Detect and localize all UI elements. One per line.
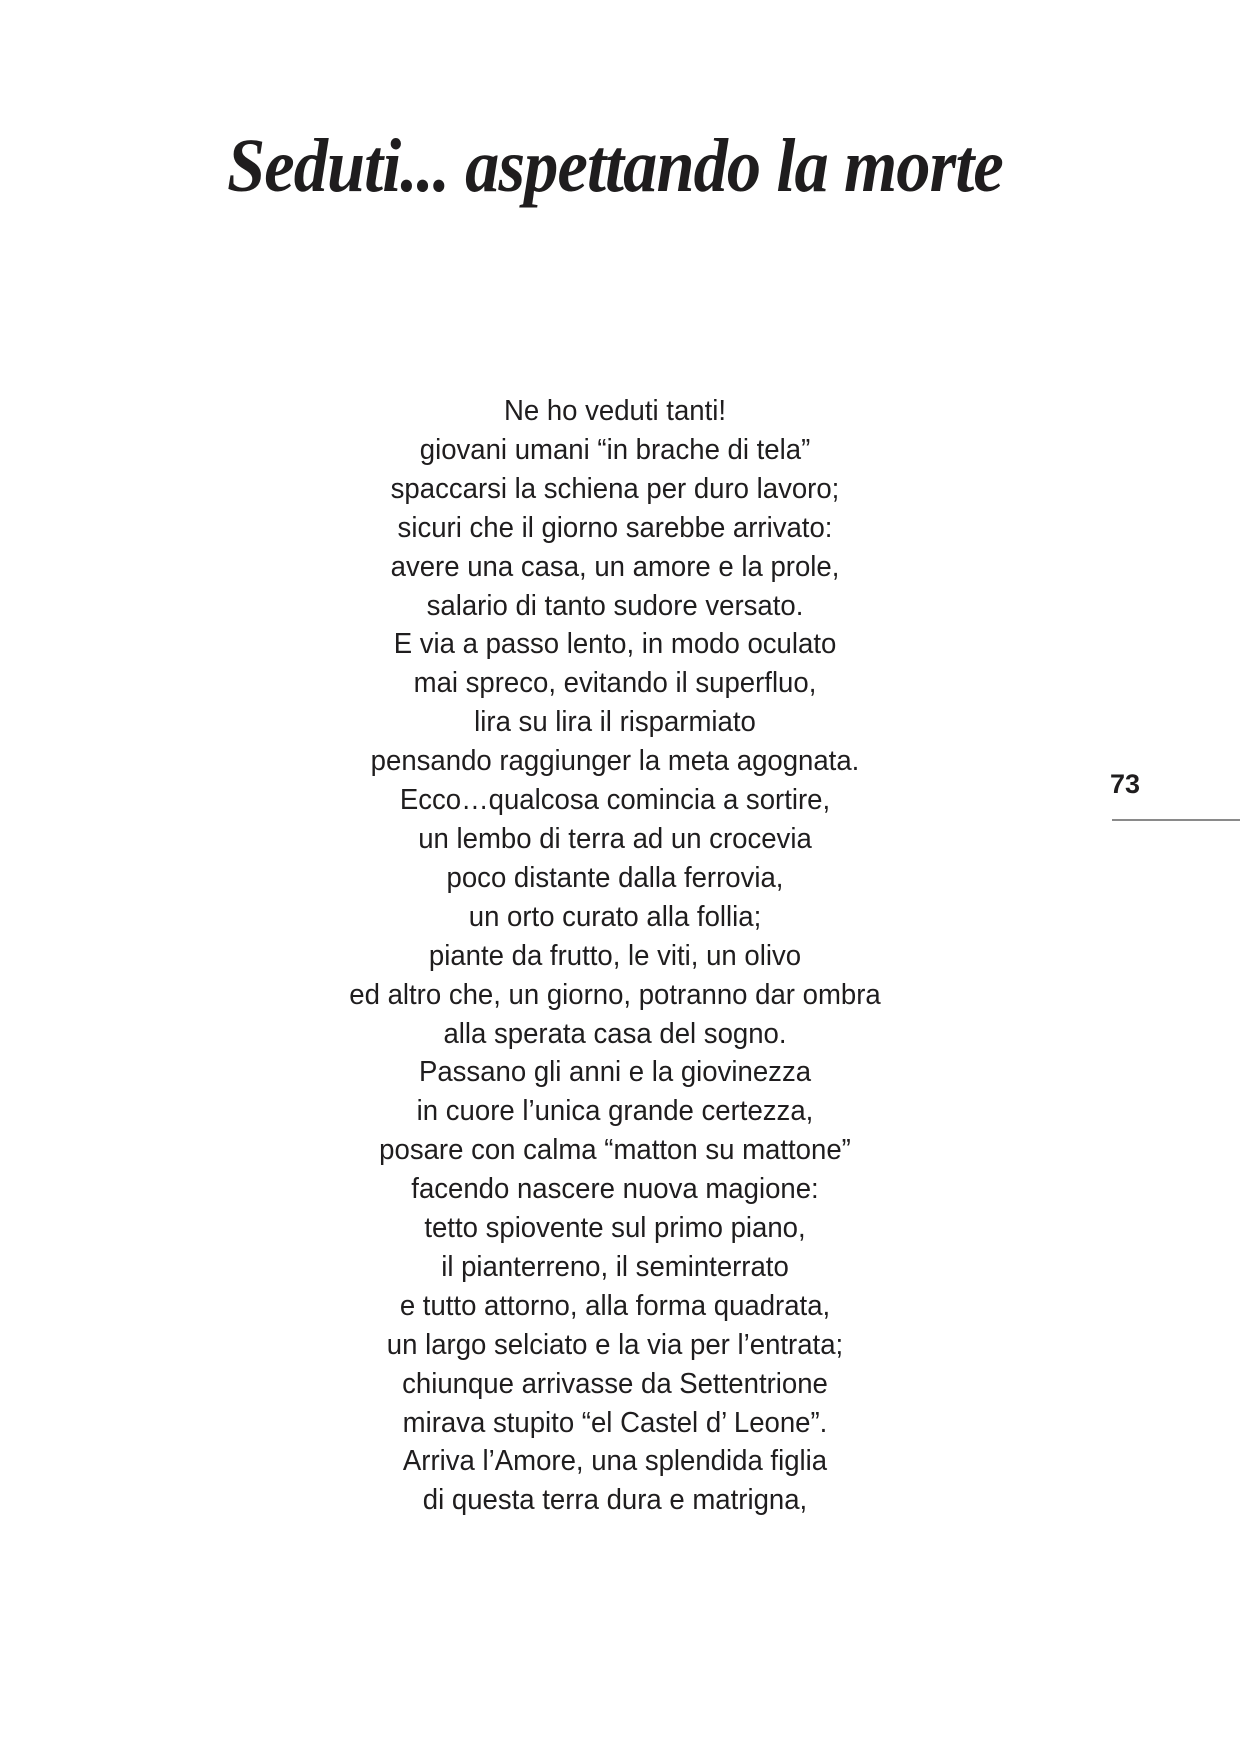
poem-line: spaccarsi la schiena per duro lavoro; <box>390 472 840 505</box>
poem-line: posare con calma “matton su mattone” <box>379 1134 851 1167</box>
poem-line: avere una casa, un amore e la prole, <box>390 550 840 583</box>
poem-line: un largo selciato e la via per l’entrata; <box>386 1328 844 1361</box>
poem-line: in cuore l’unica grande certezza, <box>416 1095 814 1128</box>
page-number: 73 <box>1110 769 1141 799</box>
poem-line: tetto spiovente sul primo piano, <box>424 1212 806 1245</box>
poem-line: Ne ho veduti tanti! <box>503 395 727 427</box>
poem-line: Arriva l’Amore, una splendida figlia <box>402 1445 828 1478</box>
page-title: Seduti... aspettando la morte <box>227 124 1003 208</box>
poem-line: sicuri che il giorno sarebbe arrivato: <box>397 511 833 544</box>
poem-line: lira su lira il risparmiato <box>474 706 756 739</box>
poem-line: piante da frutto, le viti, un olivo <box>428 939 802 972</box>
poem-line: facendo nascere nuova magione: <box>411 1173 819 1206</box>
poem-line: poco distante dalla ferrovia, <box>446 861 784 894</box>
page-number-rule <box>1112 819 1240 821</box>
poem-line: Ecco…qualcosa comincia a sortire, <box>399 784 831 817</box>
poem-line: Passano gli anni e la giovinezza <box>418 1056 812 1089</box>
poem-line: E via a passo lento, in modo oculato <box>393 628 837 661</box>
poem-line: mirava stupito “el Castel d’ Leone”. <box>402 1406 828 1439</box>
poem-body <box>0 392 1230 1520</box>
poem-line: giovani umani “in brache di tela” <box>419 433 811 466</box>
poem-line: ed altro che, un giorno, potranno dar ombra <box>349 978 881 1011</box>
poem-line: un lembo di terra ad un crocevia <box>418 822 812 855</box>
poem-line: pensando raggiunger la meta agognata. <box>370 745 860 778</box>
poem-line: alla sperata casa del sogno. <box>443 1017 787 1050</box>
poem-line: salario di tanto sudore versato. <box>426 589 804 622</box>
poem-line: di questa terra dura e matrigna, <box>422 1484 808 1517</box>
poem-line: un orto curato alla follia; <box>468 900 762 933</box>
poem-line: il pianterreno, il seminterrato <box>441 1250 789 1283</box>
poem-line: mai spreco, evitando il superfluo, <box>413 667 817 700</box>
poem-line: e tutto attorno, alla forma quadrata, <box>399 1289 831 1322</box>
poem-line: chiunque arrivasse da Settentrione <box>402 1367 828 1400</box>
